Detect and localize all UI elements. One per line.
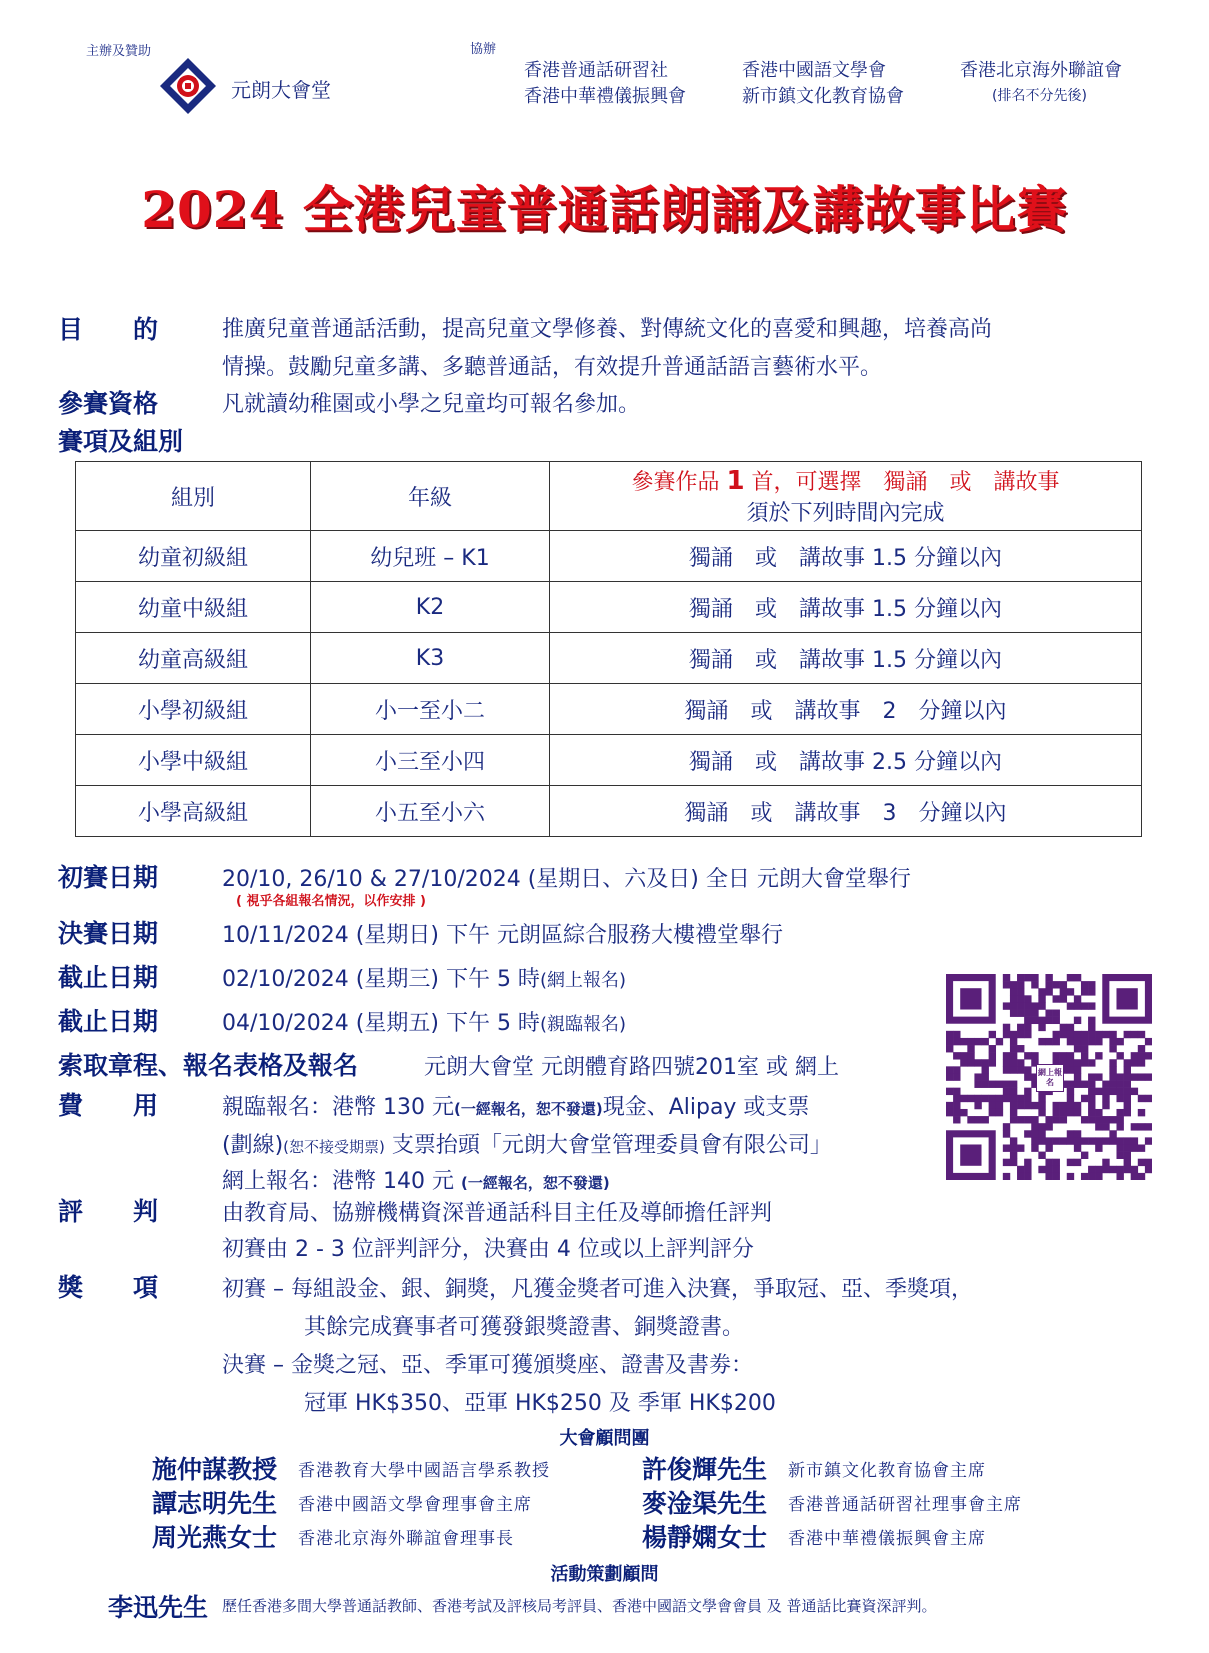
award-label: 獎 項: [58, 1273, 159, 1302]
planner-name: 李迅先生: [108, 1593, 209, 1622]
advisor-title: 香港北京海外聯誼會理事長: [298, 1529, 514, 1549]
cell-grade: 小一至小二: [311, 684, 550, 735]
eligibility-label: 參賽資格: [58, 389, 159, 418]
yuen-long-town-hall-logo: [158, 56, 218, 116]
award-line-2: 其餘完成賽事者可獲發銀獎證書、銅獎證書。: [304, 1315, 745, 1340]
qr-center-label: 網上報名: [1036, 1064, 1064, 1092]
cell-requirement: 獨誦 或 講故事 2.5 分鐘以內: [550, 735, 1142, 786]
co-org-2: 香港中華禮儀振興會: [524, 86, 686, 107]
requirement-line-2: 須於下列時間內完成: [746, 501, 945, 526]
sponsor-name: 元朗大會堂: [231, 78, 331, 102]
advisor-title: 香港普通話研習社理事會主席: [788, 1495, 1022, 1515]
advisors-heading: 大會顧問團: [559, 1428, 650, 1449]
cell-grade: 幼兒班 – K1: [311, 531, 550, 582]
cell-group: 幼童初級組: [76, 531, 311, 582]
planner-title: 歷任香港多間大學普通話教師、香港考試及評核局考評員、香港中國語文學會會員 及 普通話比賽資深評判。: [222, 1597, 937, 1615]
cell-requirement: 獨誦 或 講故事 1.5 分鐘以內: [550, 582, 1142, 633]
cell-requirement: 獨誦 或 講故事 2 分鐘以內: [550, 684, 1142, 735]
competition-table: [75, 461, 1142, 837]
co-org-note: (排名不分先後): [992, 88, 1087, 104]
eligibility-text: 凡就讀幼稚園或小學之兒童均可報名參加。: [222, 392, 641, 417]
table-row: [76, 633, 1142, 684]
cell-group: 小學中級組: [76, 735, 311, 786]
page-title: 2024 全港兒童普通話朗誦及講故事比賽: [141, 180, 1068, 239]
cell-requirement: 獨誦 或 講故事 1.5 分鐘以內: [550, 531, 1142, 582]
header-grade: 年級: [311, 462, 550, 531]
co-org-3: 香港中國語文學會: [742, 60, 886, 81]
fee-line-1: 親臨報名：港幣 130 元(一經報名，恕不發還)現金、Alipay 或支票: [222, 1095, 810, 1120]
cell-group: 小學高級組: [76, 786, 311, 837]
sponsor-label: 主辦及贊助: [86, 44, 152, 59]
cell-grade: K3: [311, 633, 550, 684]
table-row: [76, 531, 1142, 582]
obtain-label: 索取章程、報名表格及報名: [58, 1051, 359, 1080]
co-org-5: 香港北京海外聯誼會: [960, 60, 1122, 81]
prelim-text: 20/10, 26/10 & 27/10/2024 (星期日、六及日) 全日 元朗大會堂舉行: [222, 867, 911, 892]
co-org-1: 香港普通話研習社: [524, 60, 668, 81]
purpose-label: 目 的: [58, 315, 159, 344]
advisor-name: 楊靜嫻女士: [642, 1523, 768, 1552]
advisor-name: 譚志明先生: [152, 1489, 278, 1518]
judge-line-2: 初賽由 2 - 3 位評判評分，決賽由 4 位或以上評判評分: [222, 1237, 754, 1262]
categories-label: 賽項及組別: [58, 427, 184, 456]
cell-group: 小學初級組: [76, 684, 311, 735]
co-org-4: 新市鎮文化教育協會: [742, 86, 904, 107]
deadline-inperson-text: 04/10/2024 (星期五) 下午 5 時(親臨報名): [222, 1011, 626, 1036]
advisor-title: 新市鎮文化教育協會主席: [788, 1461, 986, 1481]
table-row: [76, 735, 1142, 786]
advisor-title: 香港中華禮儀振興會主席: [788, 1529, 986, 1549]
header-group: 組別: [76, 462, 311, 531]
fee-line-2: (劃線)(恕不接受期票) 支票抬頭「元朗大會堂管理委員會有限公司」: [222, 1133, 832, 1158]
table-row: [76, 582, 1142, 633]
judge-label: 評 判: [58, 1197, 159, 1226]
table-row: [76, 786, 1142, 837]
purpose-line-1: 推廣兒童普通話活動，提高兒童文學修養、對傳統文化的喜愛和興趣，培養高尚: [222, 317, 993, 342]
advisor-title: 香港教育大學中國語言學系教授: [298, 1461, 550, 1481]
award-line-3: 決賽 – 金獎之冠、亞、季軍可獲頒獎座、證書及書劵：: [222, 1353, 753, 1378]
cell-requirement: 獨誦 或 講故事 3 分鐘以內: [550, 786, 1142, 837]
cell-grade: 小三至小四: [311, 735, 550, 786]
award-line-1: 初賽 – 每組設金、銀、銅獎，凡獲金獎者可進入決賽，爭取冠、亞、季獎項，: [222, 1277, 973, 1302]
prelim-label: 初賽日期: [58, 863, 159, 892]
purpose-line-2: 情操。鼓勵兒童多講、多聽普通話，有效提升普通話語言藝術水平。: [222, 355, 883, 380]
requirement-line-1: 參賽作品 1 首，可選擇 獨誦 或 講故事: [631, 466, 1060, 496]
table-header-row: [76, 462, 1142, 531]
cell-group: 幼童中級組: [76, 582, 311, 633]
final-label: 決賽日期: [58, 919, 159, 948]
award-line-4: 冠軍 HK$350、亞軍 HK$250 及 季軍 HK$200: [304, 1391, 776, 1416]
advisor-name: 許俊輝先生: [642, 1455, 768, 1484]
planner-heading: 活動策劃顧問: [550, 1564, 659, 1585]
obtain-text: 元朗大會堂 元朗體育路四號201室 或 網上: [424, 1055, 839, 1080]
deadline-inperson-label: 截止日期: [58, 1007, 159, 1036]
table-row: [76, 684, 1142, 735]
cell-grade: K2: [311, 582, 550, 633]
fee-label: 費 用: [58, 1091, 159, 1120]
advisor-name: 麥淦渠先生: [642, 1489, 768, 1518]
cell-requirement: 獨誦 或 講故事 1.5 分鐘以內: [550, 633, 1142, 684]
advisor-title: 香港中國語文學會理事會主席: [298, 1495, 532, 1515]
prelim-note: ( 視乎各組報名情況，以作安排 ): [236, 894, 426, 909]
advisor-name: 施仲謀教授: [152, 1455, 278, 1484]
deadline-online-text: 02/10/2024 (星期三) 下午 5 時(網上報名): [222, 967, 626, 992]
co-organizer-label: 協辦: [470, 42, 497, 57]
cell-group: 幼童高級組: [76, 633, 311, 684]
advisor-name: 周光燕女士: [152, 1523, 278, 1552]
cell-grade: 小五至小六: [311, 786, 550, 837]
header-requirement: [550, 462, 1142, 531]
judge-line-1: 由教育局、協辦機構資深普通話科目主任及導師擔任評判: [222, 1201, 773, 1226]
deadline-online-label: 截止日期: [58, 963, 159, 992]
final-text: 10/11/2024 (星期日) 下午 元朗區綜合服務大樓禮堂舉行: [222, 923, 783, 948]
fee-line-3: 網上報名：港幣 140 元 (一經報名，恕不發還): [222, 1169, 610, 1194]
